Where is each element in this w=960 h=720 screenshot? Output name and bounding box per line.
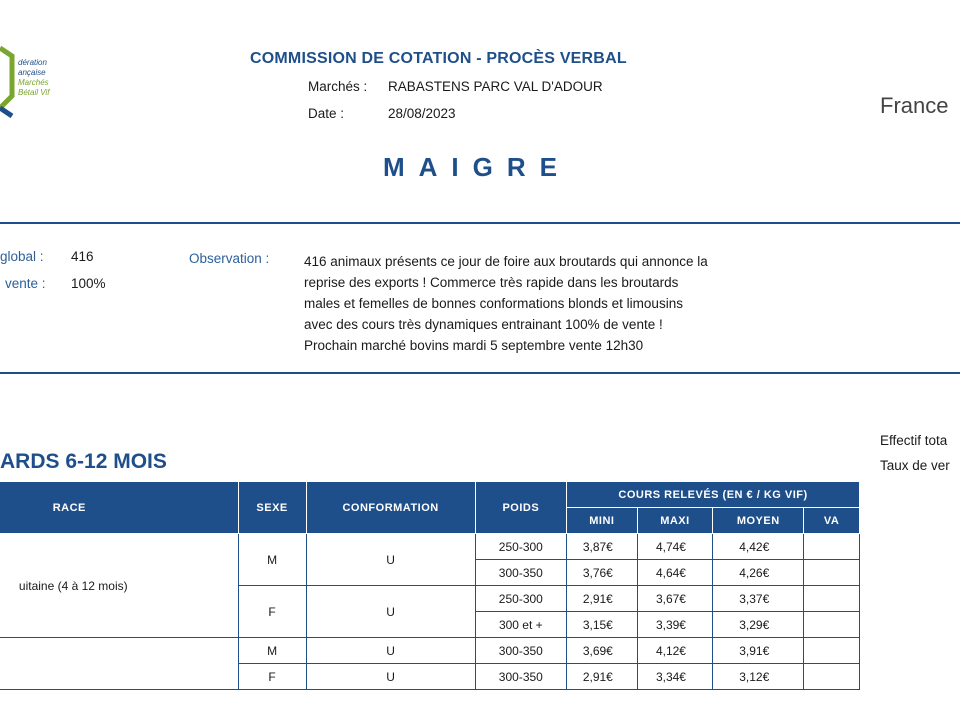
mini-cell: 3,76€ <box>567 560 638 586</box>
observation-line: males et femelles de bonnes conformations blonds et limousins <box>304 296 683 311</box>
sexe-cell: M <box>238 534 306 586</box>
observation-text <box>304 251 804 356</box>
section-title: ARDS 6-12 MOIS <box>0 450 167 473</box>
category-title: MAIGRE <box>383 152 571 182</box>
poids-cell: 250-300 <box>475 534 566 560</box>
maxi-cell: 3,67€ <box>637 586 713 612</box>
global-stat <box>0 249 44 264</box>
maxi-cell: 4,74€ <box>637 534 713 560</box>
moyen-cell: 4,26€ <box>713 560 804 586</box>
price-table <box>0 481 860 690</box>
va-cell <box>804 664 860 690</box>
logo-line-3: Marchés <box>18 78 49 87</box>
header-va: VA <box>804 508 860 534</box>
moyen-cell: 3,29€ <box>713 612 804 638</box>
header-mini: MINI <box>567 508 638 534</box>
logo-text <box>18 58 49 98</box>
maxi-cell: 3,39€ <box>637 612 713 638</box>
date-value: 28/08/2023 <box>388 106 456 121</box>
poids-cell: 300-350 <box>475 560 566 586</box>
va-cell <box>804 638 860 664</box>
header-poids: POIDS <box>475 482 566 534</box>
observation-label: Observation : <box>189 251 270 266</box>
moyen-cell: 4,42€ <box>713 534 804 560</box>
mini-cell: 3,69€ <box>567 638 638 664</box>
taux-label: Taux de ver <box>880 458 950 473</box>
conformation-cell: U <box>306 534 475 586</box>
va-cell <box>804 560 860 586</box>
date-label: Date : <box>308 106 345 121</box>
date-row <box>308 106 456 121</box>
race-cell: uitaine (4 à 12 mois) <box>0 534 238 638</box>
sale-label: vente : <box>5 276 46 291</box>
observation-line: reprise des exports ! Commerce très rapide dans les broutards <box>304 275 679 290</box>
poids-cell: 300-350 <box>475 664 566 690</box>
sale-stat <box>5 276 46 291</box>
header-maxi: MAXI <box>637 508 713 534</box>
global-value: 416 <box>71 249 94 264</box>
poids-cell: 300-350 <box>475 638 566 664</box>
conformation-cell: U <box>306 664 475 690</box>
observation-line: Prochain marché bovins mardi 5 septembre vente 12h30 <box>304 338 644 353</box>
maxi-cell: 3,34€ <box>637 664 713 690</box>
va-cell <box>804 612 860 638</box>
logo-line-2: ançaise <box>18 68 46 77</box>
moyen-cell: 3,37€ <box>713 586 804 612</box>
mini-cell: 3,15€ <box>567 612 638 638</box>
moyen-cell: 3,12€ <box>713 664 804 690</box>
global-label: global : <box>0 249 44 264</box>
effectif-label: Effectif tota <box>880 433 948 448</box>
federation-logo <box>0 38 70 128</box>
maxi-cell: 4,12€ <box>637 638 713 664</box>
header-race: RACE <box>0 482 238 534</box>
mini-cell: 3,87€ <box>567 534 638 560</box>
mini-cell: 2,91€ <box>567 586 638 612</box>
market-value: RABASTENS PARC VAL D'ADOUR <box>388 79 603 94</box>
race-cell <box>0 638 238 690</box>
logo-line-4: Bétail Vif <box>18 88 50 97</box>
va-cell <box>804 534 860 560</box>
mini-cell: 2,91€ <box>567 664 638 690</box>
market-row <box>308 79 603 94</box>
header-moyen: MOYEN <box>713 508 804 534</box>
conformation-cell: U <box>306 586 475 638</box>
sale-value: 100% <box>71 276 106 291</box>
table-row <box>0 638 860 664</box>
divider-middle <box>0 372 960 374</box>
poids-cell: 300 et + <box>475 612 566 638</box>
header-cours: COURS RELEVÉS (EN € / KG VIF) <box>567 482 860 508</box>
divider-top <box>0 222 960 224</box>
brand-text: France <box>880 93 949 118</box>
table-row <box>0 534 860 560</box>
logo-line-1: dération <box>18 58 47 67</box>
market-label: Marchés : <box>308 79 368 94</box>
moyen-cell: 3,91€ <box>713 638 804 664</box>
sexe-cell: F <box>238 586 306 638</box>
header-sexe: SEXE <box>238 482 306 534</box>
header-conformation: CONFORMATION <box>306 482 475 534</box>
sexe-cell: M <box>238 638 306 664</box>
observation-line: avec des cours très dynamiques entrainant 100% de vente ! <box>304 317 663 332</box>
va-cell <box>804 586 860 612</box>
poids-cell: 250-300 <box>475 586 566 612</box>
maxi-cell: 4,64€ <box>637 560 713 586</box>
page-title: COMMISSION DE COTATION - PROCÈS VERBAL <box>250 50 627 67</box>
conformation-cell: U <box>306 638 475 664</box>
sexe-cell: F <box>238 664 306 690</box>
observation-line: 416 animaux présents ce jour de foire aux broutards qui annonce la <box>304 254 708 269</box>
